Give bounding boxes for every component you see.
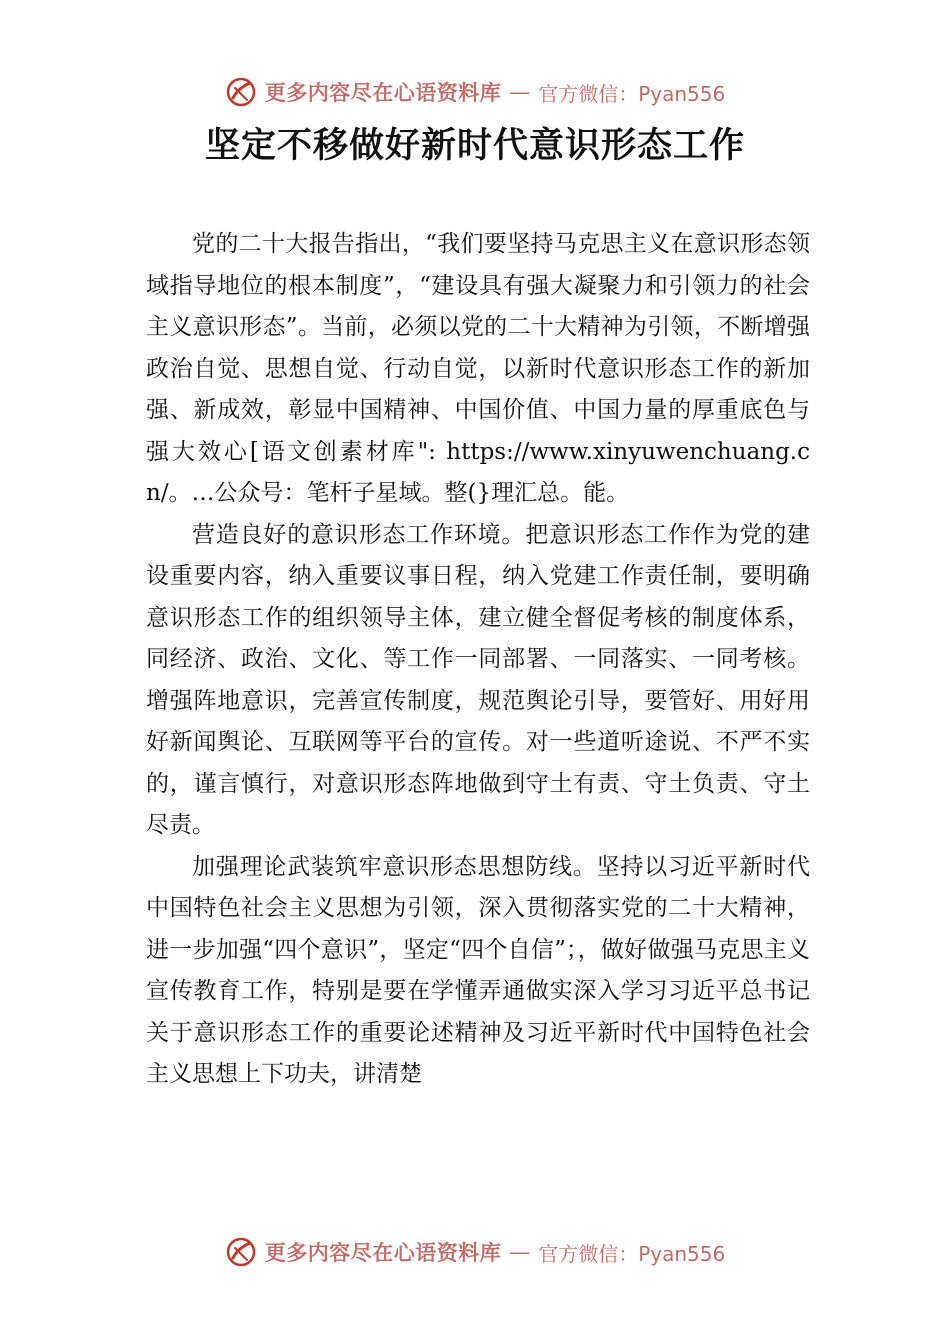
header-banner <box>0 72 950 112</box>
article-body <box>146 224 810 1096</box>
banner-text: 更多内容尽在心语资料库 <box>264 1240 502 1265</box>
banner-wechat: 官方微信：Pyan556 <box>538 1241 726 1266</box>
brush-logo-icon <box>225 76 257 108</box>
paragraph-3: 加强理论武装筑牢意识形态思想防线。坚持以习近平新时代中国特色社会主义思想为引领，深入贯彻落实党的二十大精神，进一步加强“四个意识”，坚定“四个自信”；，做好做强马克思主义宣传教育工作，特别是要在学懂弄通做实深入学习习近平总书记关于意识形态工作的重要论述精神及习近平新时代中国特色社会主义思想上下功夫，讲清楚 <box>146 853 810 1087</box>
paragraph-2: 营造良好的意识形态工作环境。把意识形态工作作为党的建设重要内容，纳入重要议事日程，纳入党建工作责任制，要明确意识形态工作的组织领导主体，建立健全督促考核的制度体系，同经济、政治、文化、等工作一同部署、一同落实、一同考核。增强阵地意识，完善宣传制度，规范舆论引导，要管好、用好用好新闻舆论、互联网等平台的宣传。对一些道听途说、不严不实的，谨言慎行，对意识形态阵地做到守土有责、守土负责、守土尽责。 <box>146 521 810 838</box>
banner-separator: — <box>509 80 531 104</box>
banner-wechat: 官方微信：Pyan556 <box>538 81 726 106</box>
banner-separator: — <box>509 1240 531 1264</box>
footer-banner <box>0 1232 950 1272</box>
paragraph-1: 党的二十大报告指出，“我们要坚持马克思主义在意识形态领域指导地位的根本制度”，“建设具有强大凝聚力和引领力的社会主义意识形态”。当前，必须以党的二十大精神为引领，不断增强政治自觉、思想自觉、行动自觉，以新时代意识形态工作的新加强、新成效，彰显中国精神、中国价值、中国力量的厚重底色与强大效心[语文创素材库": https://www.xinyuwenchuang.cn/。…公众号：笔杆子星域。整(}理汇总。能。 <box>146 231 810 506</box>
banner-text: 更多内容尽在心语资料库 <box>264 80 502 105</box>
document-title: 坚定不移做好新时代意识形态工作 <box>204 125 745 166</box>
brush-logo-icon <box>225 1236 257 1268</box>
